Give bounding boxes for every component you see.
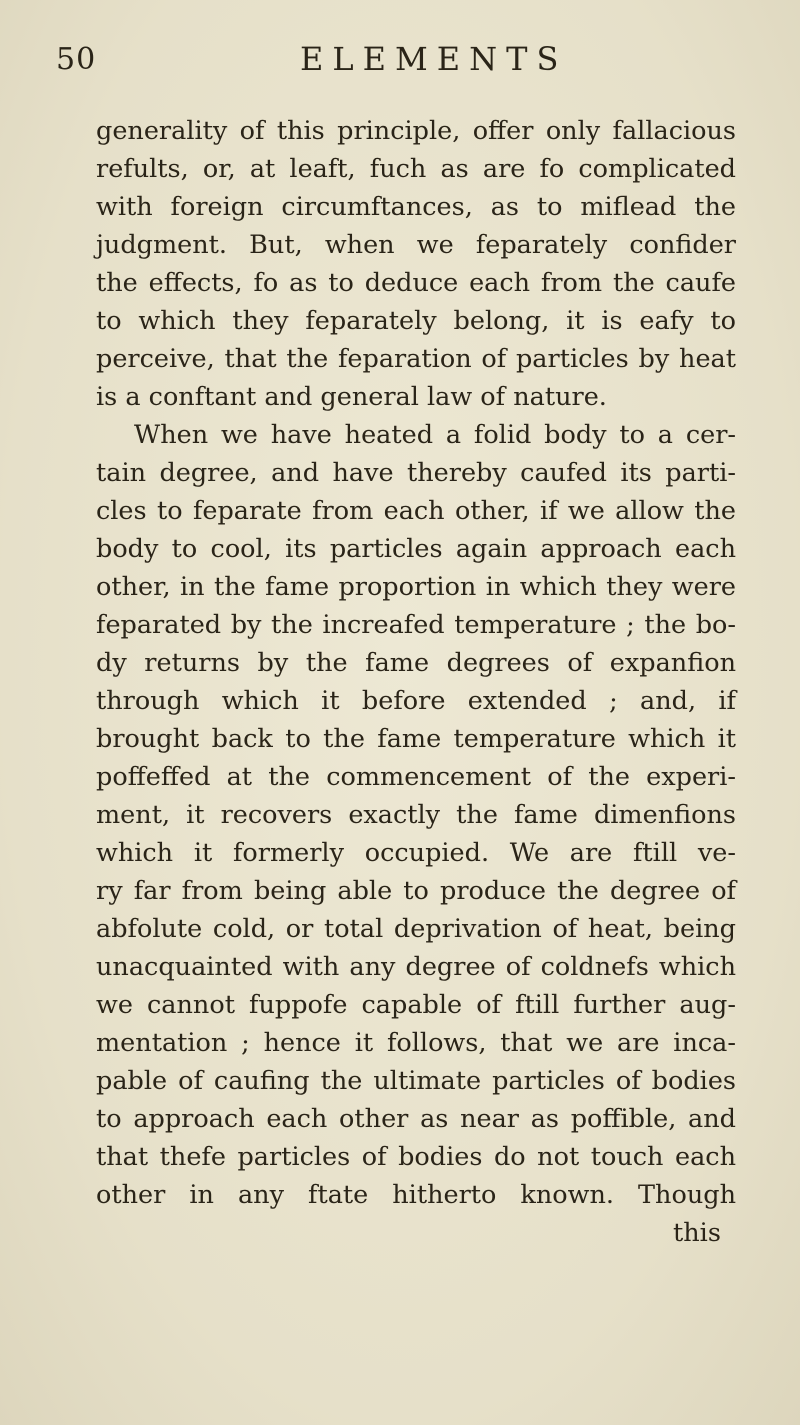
- text-line: other, in the fame proportion in which they were: [96, 572, 736, 602]
- text-line: feparated by the increafed temperature ; the bo-: [96, 610, 736, 640]
- text-line: is a conftant and general law of nature.: [96, 382, 607, 412]
- text-line: poffeffed at the commencement of the experi-: [96, 762, 736, 792]
- text-line: judgment. But, when we feparately confider: [96, 230, 736, 260]
- running-head: ELEMENTS: [300, 40, 568, 78]
- text-line: cles to feparate from each other, if we allow the: [96, 496, 736, 526]
- text-line: unacquainted with any degree of coldnefs which: [96, 952, 736, 982]
- text-line: ry far from being able to produce the degree of: [96, 876, 736, 906]
- text-line: we cannot fuppofe capable of ftill further aug-: [96, 990, 736, 1020]
- page-number: 50: [56, 42, 97, 77]
- text-line: to which they feparately belong, it is eafy to: [96, 306, 736, 336]
- text-line: through which it before extended ; and, if: [96, 686, 736, 716]
- text-line: that thefe particles of bodies do not touch each: [96, 1142, 736, 1172]
- text-line: dy returns by the fame degrees of expanfion: [96, 648, 736, 678]
- text-line: tain degree, and have thereby caufed its parti-: [96, 458, 736, 488]
- text-line: brought back to the fame temperature which it: [96, 724, 736, 754]
- text-line: mentation ; hence it follows, that we are inca-: [96, 1028, 736, 1058]
- text-line: pable of caufing the ultimate particles of bodies: [96, 1066, 736, 1096]
- catchword: this: [673, 1218, 721, 1248]
- text-line: When we have heated a folid body to a cer-: [134, 420, 736, 450]
- text-line: perceive, that the feparation of particles by heat: [96, 344, 736, 374]
- text-line: ment, it recovers exactly the fame dimenfions: [96, 800, 736, 830]
- text-line: which it formerly occupied. We are ftill ve-: [96, 838, 736, 868]
- text-line: to approach each other as near as poffible, and: [96, 1104, 736, 1134]
- text-line: the effects, fo as to deduce each from the caufe: [96, 268, 736, 298]
- text-line: refults, or, at leaft, fuch as are fo complicated: [96, 154, 736, 184]
- text-line: generality of this principle, offer only fallacious: [96, 116, 736, 146]
- text-line: other in any ftate hitherto known. Though: [96, 1180, 736, 1210]
- text-line: body to cool, its particles again approach each: [96, 534, 736, 564]
- text-line: abfolute cold, or total deprivation of heat, being: [96, 914, 736, 944]
- text-line: with foreign circumftances, as to miflead the: [96, 192, 736, 222]
